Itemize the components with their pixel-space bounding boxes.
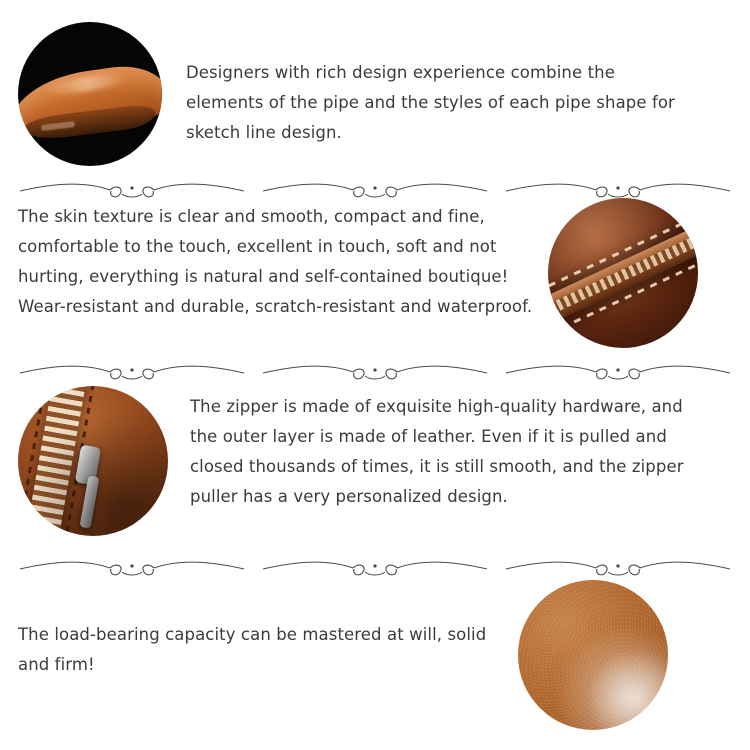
photo-highlight	[578, 640, 668, 730]
divider-row-3	[18, 556, 732, 582]
section-zipper-quality	[18, 386, 732, 536]
zipper-puller-photo	[18, 386, 168, 536]
section-load-bearing-text: The load-bearing capacity can be mastered at will, solid and firm!	[18, 625, 487, 674]
divider-row-2	[18, 360, 732, 386]
section-zipper-quality-text: The zipper is made of exquisite high-quality hardware, and the outer layer is made of leather. Even if it is pulled and closed thousands of times, it is still smooth, and the zipper puller has a very personalized design.	[190, 397, 684, 506]
section-load-bearing	[18, 580, 732, 730]
flourish-divider	[504, 360, 732, 386]
flourish-divider	[261, 360, 489, 386]
flourish-divider	[504, 556, 732, 582]
photo-shading	[18, 386, 168, 536]
section-design-experience	[18, 22, 732, 166]
zipper-macro-photo	[548, 198, 698, 348]
leather-grain-photo	[518, 580, 668, 730]
leather-pouch-photo	[18, 22, 162, 166]
section-design-experience-text: Designers with rich design experience combine the elements of the pipe and the styles of each pipe shape for sketch line design.	[186, 63, 675, 142]
flourish-divider	[18, 360, 246, 386]
flourish-divider	[18, 556, 246, 582]
section-skin-texture	[18, 198, 732, 348]
flourish-divider	[261, 556, 489, 582]
section-skin-texture-text: The skin texture is clear and smooth, compact and fine, comfortable to the touch, excellent in touch, soft and not hurting, everything is natural and self-contained boutique! Wear-resistant and durable, scratch-resistant and waterproof.	[18, 207, 533, 316]
